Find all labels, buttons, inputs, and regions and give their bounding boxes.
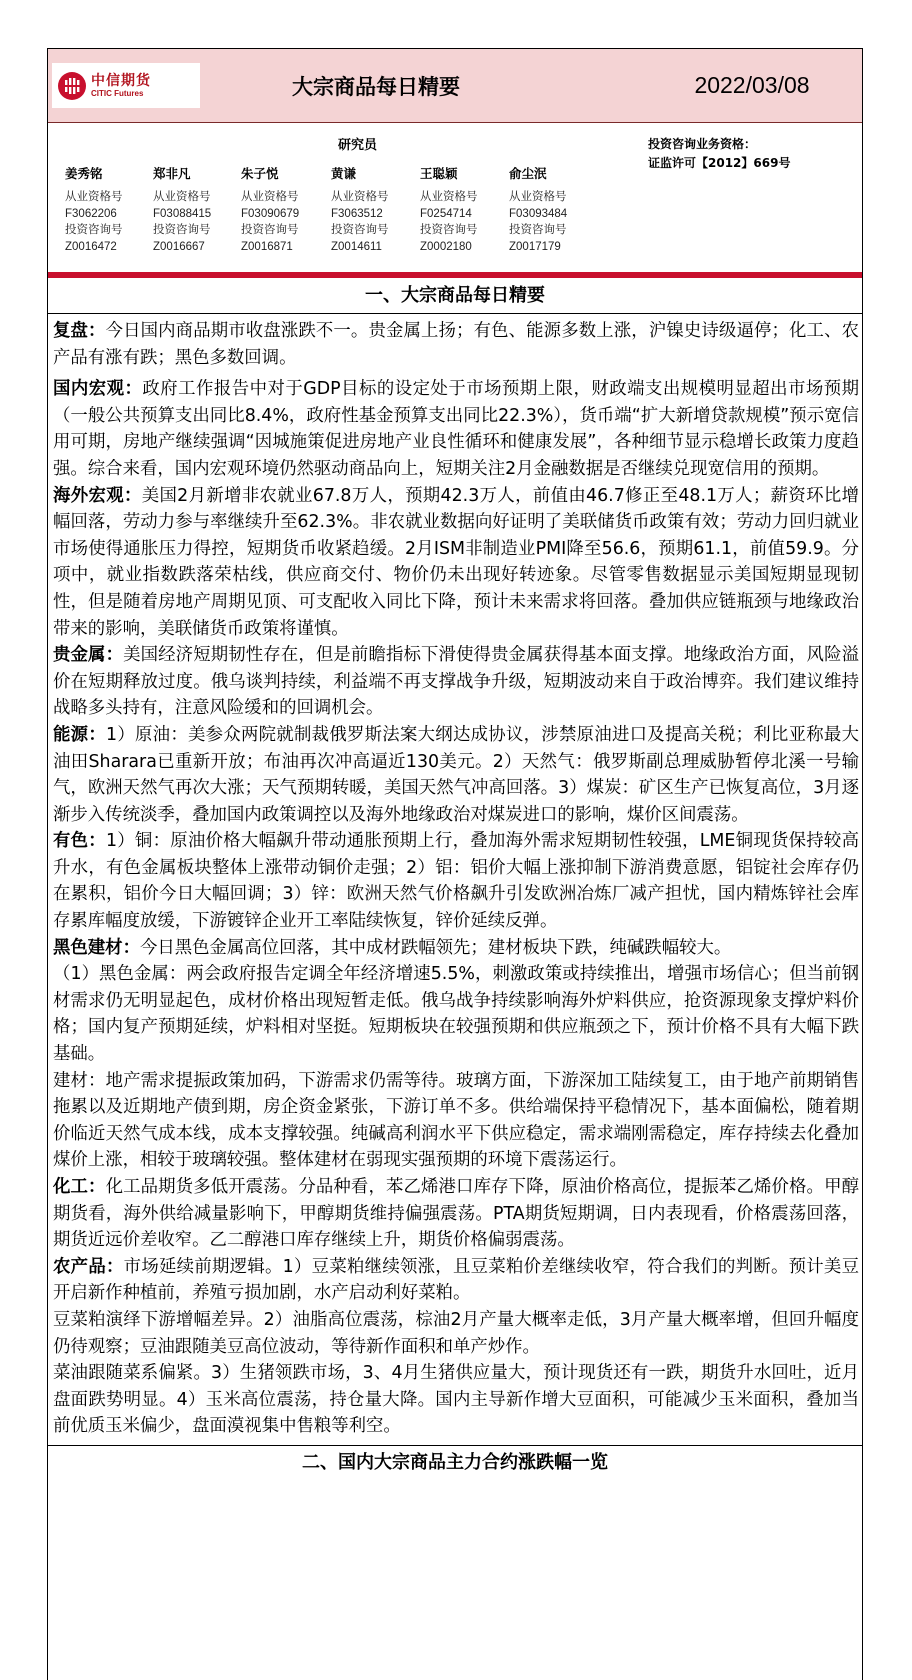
consult-number: Z0017179: [509, 241, 561, 254]
qualification-label: 从业资格号: [65, 191, 123, 204]
license-info: [648, 135, 790, 172]
qualification-label: 从业资格号: [331, 191, 389, 204]
researcher-name: 黄谦: [331, 166, 357, 181]
qualification-label: 从业资格号: [241, 191, 299, 204]
paragraph-text: （1）黑色金属：两会政府报告定调全年经济增速5.5%，刺激政策或持续推出，增强市场信心；但当前钢材需求仍无明显起色，成材价格出现短暂走低。俄乌战争持续影响海外炉料供应，抢资源现象支撑炉料价格；国内复产预期延续，炉料相对坚挺。短期板块在较强预期和供应瓶颈之下，预计价格不具有大幅下跌基础。: [53, 964, 859, 1065]
section-title-1: 一、大宗商品每日精要: [48, 278, 862, 314]
citic-logo: [52, 63, 200, 108]
paragraph-label: 黑色建材：: [53, 937, 140, 958]
paragraph-label: 农产品：: [53, 1256, 124, 1277]
qualification-number: F3063512: [331, 207, 383, 220]
paragraph-text: 化工品期货多低开震荡。分品种看，苯乙烯港口库存下降，原油价格高位，提振苯乙烯价格。甲醇期货看，海外供给减量影响下，甲醇期货维持偏强震荡。PTA期货短期调，日内表现看，价格震荡回落，期货近远价差收窄。乙二醇港口库存继续上升，期货价格偏弱震荡。: [53, 1177, 859, 1251]
paragraph-chemicals: [53, 1174, 859, 1254]
paragraph-black-metals: [53, 961, 859, 1067]
paragraph-text: 美国经济短期韧性存在，但是前瞻指标下滑使得贵金属获得基本面支撑。地缘政治方面，风险溢价在短期释放过度。俄乌谈判持续，利益端不再支撑战争升级，短期波动来自于政治博弈。我们建议维持战略多头持有，注意风险缓和的回调机会。: [53, 645, 859, 719]
consult-label: 投资咨询号: [241, 224, 299, 237]
researcher-name: 王聪颖: [420, 166, 458, 181]
qualification-number: F3062206: [65, 207, 117, 220]
paragraph-label: 复盘：: [53, 321, 106, 341]
report-title: 大宗商品每日精要: [292, 74, 460, 99]
paragraph-text: 菜油跟随菜系偏紧。3）生猪领跌市场，3、4月生猪供应量大，预计现货还有一跌，期货升水回吐，近月盘面跌势明显。4）玉米高位震荡，持仓量大降。国内主导新作增大豆面积，可能减少玉米面积，叠加当前优质玉米偏少，盘面漠视集中售粮等利空。: [53, 1363, 859, 1437]
paragraph-label: 国内宏观：: [53, 379, 143, 400]
researcher-card: [65, 165, 157, 256]
researcher-name: 姜秀铭: [65, 166, 103, 181]
qualification-number: F03093484: [509, 207, 568, 220]
summary-content: [48, 314, 862, 1440]
paragraph-label: 化工：: [53, 1177, 106, 1197]
paragraph-agriculture: [53, 1254, 859, 1307]
logo-chinese-name: 中信期货: [91, 72, 151, 89]
report-page: [47, 48, 863, 1680]
paragraph-text: 美国2月新增非农就业67.8万人，预期42.3万人，前值由46.7修正至48.1万人；薪资环比增幅回落，劳动力参与率继续升至62.3%。非农就业数据向好证明了美联储货币政策有效；劳动力回归就业市场使得通胀压力得控，短期货币收紧趋缓。2月ISM非制造业PMI降至56.6，预期61.1，前值59.9。分项中，就业指数跌落荣枯线，供应商交付、物价仍未出现好转迹象。尽管零售数据显示美国短期显现韧性，但是随着房地产周期见顶、可支配收入同比下降，预计未来需求将回落。叠加供应链瓶颈与地缘政治带来的影响，美联储货币政策将谨慎。: [53, 485, 859, 639]
paragraph-text: 政府工作报告中对于GDP目标的设定处于市场预期上限，财政端支出规模明显超出市场预期（一般公共预算支出同比8.4%，政府性基金预算支出同比22.3%），货币端“扩大新增贷款规模”预示宽信用可期，房地产继续强调“因城施策促进房地产业良性循环和健康发展”，各种细节显示稳增长政策力度趋强。综合来看，国内宏观环境仍然驱动商品向上，短期关注2月金融数据是否继续兑现宽信用的预期。: [53, 379, 859, 479]
qualification-label: 从业资格号: [509, 191, 567, 204]
paragraph-overseas-macro: [53, 483, 859, 643]
consult-label: 投资咨询号: [65, 224, 123, 237]
paragraph-text: 1）原油：美参众两院就制裁俄罗斯法案大纲达成协议，涉禁原油进口及提高关税；利比亚称最大油田Sharara已重新开放；布油再次冲高逼近130美元。2）天然气：俄罗斯副总理威胁暂停北溪一号输气，欧洲天然气再次大涨；天气预期转暖，美国天然气冲高回落。3）煤炭：矿区生产已恢复高位，3月逐渐步入传统淡季，叠加国内政策调控以及海外地缘政治对煤炭进口的影响，煤价区间震荡。: [53, 724, 859, 825]
report-header: [48, 49, 862, 123]
paragraph-label: 有色：: [53, 831, 106, 852]
citic-logo-icon: [58, 72, 86, 100]
paragraph-energy: [53, 722, 859, 828]
paragraph-text: 今日黑色金属高位回落，其中成材跌幅领先；建材板块下跌，纯碱跌幅较大。: [139, 937, 732, 958]
qualification-label: 从业资格号: [153, 191, 211, 204]
consult-label: 投资咨询号: [153, 224, 211, 237]
license-number: 证监许可【2012】669号: [648, 155, 791, 170]
paragraph-agriculture-2: [53, 1307, 859, 1360]
consult-label: 投资咨询号: [420, 224, 478, 237]
paragraph-label: 贵金属：: [53, 645, 124, 666]
report-date: 2022/03/08: [694, 72, 810, 98]
researcher-name: 朱子悦: [241, 166, 279, 181]
paragraph-label: 海外宏观：: [53, 485, 142, 506]
paragraph-building-materials: [53, 1068, 859, 1174]
paragraph-text: 豆菜粕演绎下游增幅差异。2）油脂高位震荡，棕油2月产量大概率走低，3月产量大概率增，但回升幅度仍待观察；豆油跟随美豆高位波动，等待新作面积和单产炒作。: [53, 1309, 859, 1357]
paragraph-precious-metals: [53, 642, 859, 722]
paragraph-review: [53, 318, 859, 371]
researcher-card: [509, 165, 601, 256]
consult-label: 投资咨询号: [331, 224, 389, 237]
paragraph-label: 能源：: [53, 724, 106, 745]
researcher-card: [420, 165, 512, 256]
researcher-card: [153, 165, 245, 256]
qualification-label: 从业资格号: [420, 191, 478, 204]
consult-number: Z0016871: [241, 241, 293, 254]
paragraph-agriculture-3: [53, 1360, 859, 1440]
paragraph-text: 1）铜：原油价格大幅飙升带动通胀预期上行，叠加海外需求短期韧性较强，LME铜现货保持较高升水，有色金属板块整体上涨带动铜价走强；2）铝：铝价大幅上涨抑制下游消费意愿，铝锭社会库存仍在累积，铝价今日大幅回调；3）锌：欧洲天然气价格飙升引发欧洲冶炼厂减产担忧，国内精炼锌社会库存累库幅度放缓，下游镀锌企业开工率陆续恢复，锌价延续反弹。: [53, 831, 859, 932]
qualification-number: F03088415: [153, 207, 212, 220]
consult-number: Z0002180: [420, 241, 472, 254]
paragraph-black-building: [53, 935, 859, 962]
researcher-card: [331, 165, 423, 256]
consult-number: Z0014611: [331, 241, 382, 254]
qualification-number: F0254714: [420, 207, 472, 220]
consult-number: Z0016667: [153, 241, 205, 254]
researcher-card: [241, 165, 333, 256]
license-label: 投资咨询业务资格：: [648, 137, 757, 151]
researcher-name: 俞尘泯: [509, 166, 547, 181]
paragraph-text: 建材：地产需求提振政策加码，下游需求仍需等待。玻璃方面，下游深加工陆续复工，由于地产前期销售拖累以及近期地产债到期，房企资金紧张，下游订单不多。供给端保持平稳情况下，基本面偏松，随着期价临近天然气成本线，成本支撑较强。纯碱高利润水平下供应稳定，需求端刚需稳定，库存持续去化叠加煤价上涨，相较于玻璃较强。整体建材在弱现实强预期的环境下震荡运行。: [53, 1070, 859, 1171]
qualification-number: F03090679: [241, 207, 300, 220]
consult-label: 投资咨询号: [509, 224, 567, 237]
logo-english-name: CITIC Futures: [91, 88, 144, 98]
researchers-panel: [48, 123, 862, 278]
paragraph-text: 今日国内商品期市收盘涨跌不一。贵金属上扬；有色、能源多数上涨，沪镍史诗级逼停；化工、农产品有涨有跌；黑色多数回调。: [53, 321, 859, 368]
section-title-2: 二、国内大宗商品主力合约涨跌幅一览: [48, 1445, 862, 1479]
paragraph-domestic-macro: [53, 376, 859, 482]
researcher-name: 郑非凡: [153, 166, 191, 181]
paragraph-nonferrous: [53, 828, 859, 934]
consult-number: Z0016472: [65, 241, 117, 254]
paragraph-text: 市场延续前期逻辑。1）豆菜粕继续领涨，且豆菜粕价差继续收窄，符合我们的判断。预计美豆开启新作种植前，养殖亏损加剧，水产启动利好菜粕。: [53, 1256, 859, 1304]
researchers-title: 研究员: [338, 138, 378, 153]
